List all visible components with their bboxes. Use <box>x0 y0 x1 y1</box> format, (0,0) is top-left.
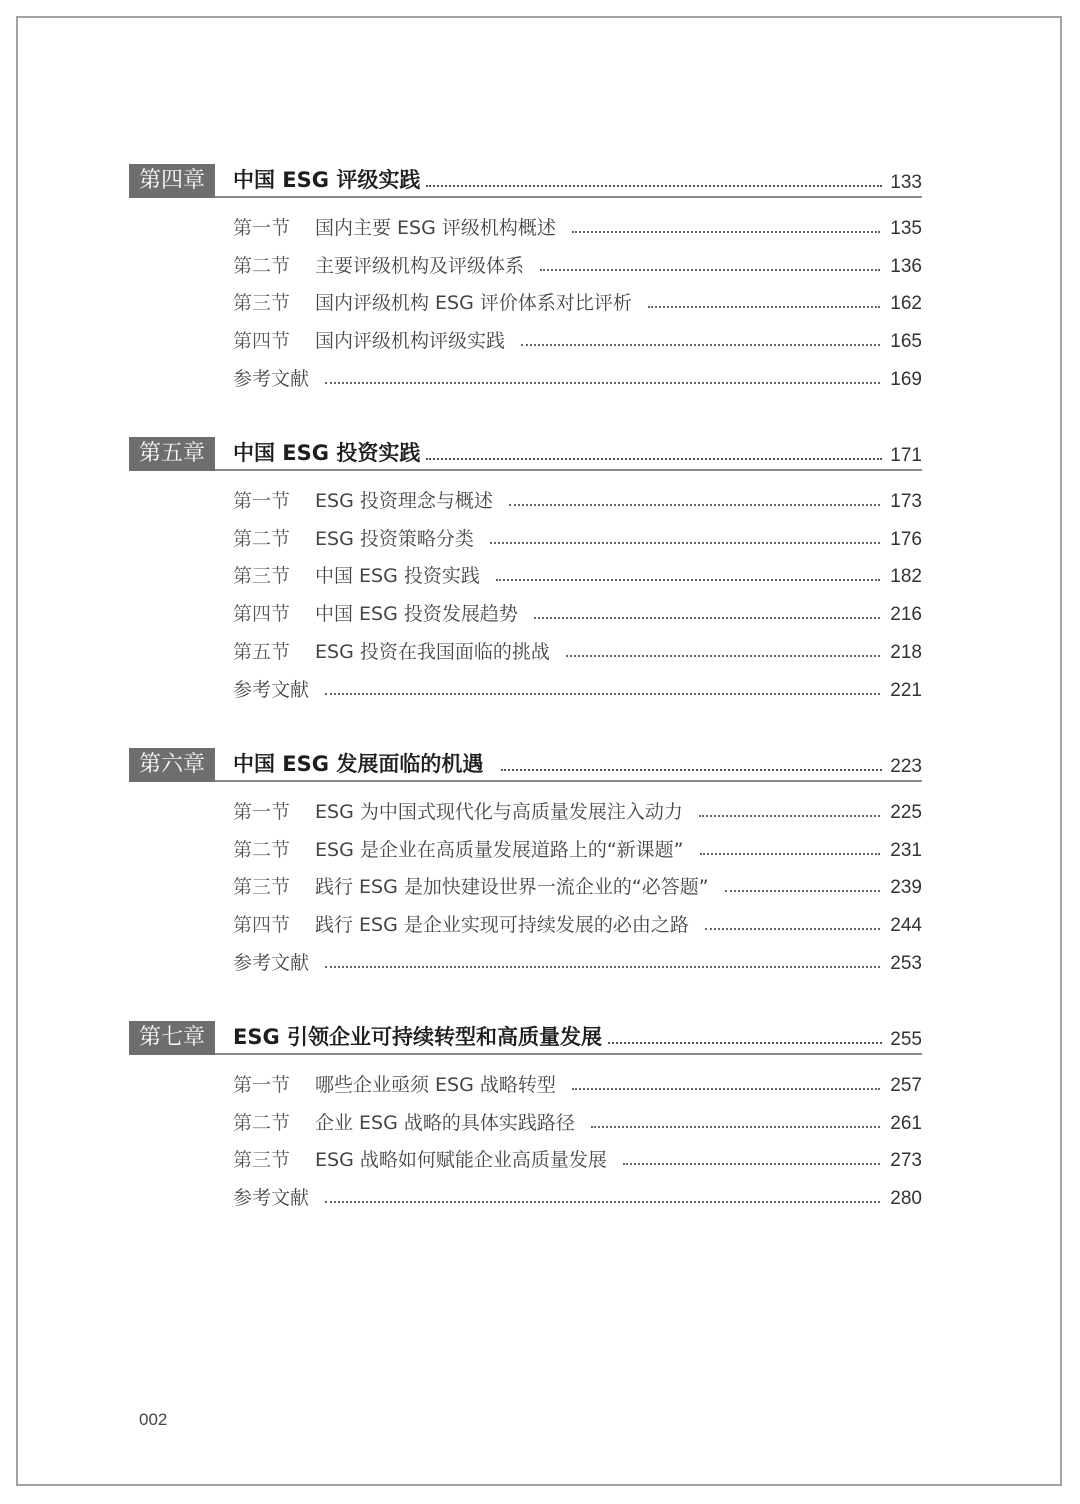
chapter-5 <box>129 437 922 702</box>
dot-leader <box>490 542 880 544</box>
dot-leader <box>725 890 881 892</box>
dot-leader <box>325 966 880 968</box>
section-number: 第三节 <box>233 1149 291 1172</box>
dot-leader <box>566 655 880 657</box>
section-title: ESG 为中国式现代化与高质量发展注入动力 <box>315 800 683 823</box>
section-title: 哪些企业亟须 ESG 战略转型 <box>315 1073 556 1096</box>
section-title: 践行 ESG 是加快建设世界一流企业的“必答题” <box>315 876 709 899</box>
chapter-title: 中国 ESG 评级实践 <box>233 168 421 192</box>
chapter-underline <box>215 780 922 782</box>
dot-leader <box>426 458 882 460</box>
chapter-label: 第六章 <box>129 748 215 782</box>
section-number: 第四节 <box>233 603 291 626</box>
section-page-number: 218 <box>890 641 922 663</box>
dot-leader <box>700 853 881 855</box>
chapter-heading[interactable] <box>129 748 922 782</box>
section-page-number: 221 <box>890 679 922 701</box>
section-title: 参考文献 <box>233 1187 310 1210</box>
chapter-label: 第七章 <box>129 1021 215 1055</box>
dot-leader <box>325 382 880 384</box>
section-number: 第四节 <box>233 914 291 937</box>
section-title: ESG 投资策略分类 <box>315 527 474 550</box>
toc-entry[interactable] <box>129 1097 922 1135</box>
dot-leader <box>572 231 880 233</box>
section-number: 第一节 <box>233 800 291 823</box>
toc-entry[interactable] <box>129 1059 922 1097</box>
dot-leader <box>325 693 880 695</box>
chapter-underline <box>215 469 922 471</box>
chapter-title: 中国 ESG 投资实践 <box>233 441 421 465</box>
chapter-heading[interactable] <box>129 1021 922 1055</box>
section-number: 第三节 <box>233 876 291 899</box>
section-list <box>129 202 922 391</box>
section-page-number: 136 <box>890 255 922 277</box>
toc-entry[interactable] <box>129 1135 922 1173</box>
toc-entry[interactable] <box>129 551 922 589</box>
section-number: 第一节 <box>233 1073 291 1096</box>
section-page-number: 176 <box>890 528 922 550</box>
section-title: ESG 投资理念与概述 <box>315 489 493 512</box>
section-page-number: 261 <box>890 1112 922 1134</box>
section-title: 国内评级机构评级实践 <box>315 330 506 353</box>
section-number: 第一节 <box>233 216 291 239</box>
toc-entry[interactable] <box>129 315 922 353</box>
section-page-number: 257 <box>890 1074 922 1096</box>
toc-entry[interactable] <box>129 475 922 513</box>
section-number: 第二节 <box>233 254 291 277</box>
page-number: 002 <box>139 1410 168 1429</box>
toc-entry[interactable] <box>129 240 922 278</box>
chapter-heading[interactable] <box>129 164 922 198</box>
section-page-number: 225 <box>890 801 922 823</box>
section-title: 主要评级机构及评级体系 <box>315 254 525 277</box>
section-title: 践行 ESG 是企业实现可持续发展的必由之路 <box>315 914 689 937</box>
chapter-label: 第五章 <box>129 437 215 471</box>
section-page-number: 182 <box>890 566 922 588</box>
chapter-page-number: 133 <box>890 172 922 193</box>
dot-leader <box>325 1201 880 1203</box>
section-title: ESG 战略如何赋能企业高质量发展 <box>315 1149 607 1172</box>
section-page-number: 169 <box>890 368 922 390</box>
toc-entry[interactable] <box>129 278 922 316</box>
dot-leader <box>496 579 880 581</box>
dot-leader <box>705 928 880 930</box>
toc-entry[interactable] <box>129 588 922 626</box>
chapter-6 <box>129 748 922 975</box>
section-number: 第一节 <box>233 489 291 512</box>
chapter-title: 中国 ESG 发展面临的机遇 <box>233 752 484 776</box>
section-page-number: 273 <box>890 1150 922 1172</box>
dot-leader <box>540 269 880 271</box>
section-list <box>129 475 922 702</box>
toc-entry[interactable] <box>129 862 922 900</box>
chapter-underline <box>215 1053 922 1055</box>
section-number: 第二节 <box>233 1111 291 1134</box>
section-number: 第二节 <box>233 838 291 861</box>
section-number: 第三节 <box>233 565 291 588</box>
chapter-title: ESG 引领企业可持续转型和高质量发展 <box>233 1025 603 1049</box>
section-title: 参考文献 <box>233 951 310 974</box>
section-title: 参考文献 <box>233 678 310 701</box>
dot-leader <box>501 769 882 771</box>
dot-leader <box>534 617 880 619</box>
dot-leader <box>623 1163 880 1165</box>
section-title: 中国 ESG 投资发展趋势 <box>315 603 518 626</box>
section-list <box>129 786 922 975</box>
chapter-label: 第四章 <box>129 164 215 198</box>
toc-entry-references[interactable] <box>129 353 922 391</box>
section-page-number: 135 <box>890 217 922 239</box>
chapter-7 <box>129 1021 922 1210</box>
chapter-page-number: 223 <box>890 756 922 777</box>
section-title: ESG 投资在我国面临的挑战 <box>315 640 550 663</box>
toc-entry[interactable] <box>129 202 922 240</box>
toc-entry[interactable] <box>129 513 922 551</box>
toc-entry-references[interactable] <box>129 664 922 702</box>
section-title: 国内主要 ESG 评级机构概述 <box>315 216 556 239</box>
chapter-page-number: 255 <box>890 1029 922 1050</box>
dot-leader <box>509 504 880 506</box>
dot-leader <box>521 344 880 346</box>
section-page-number: 173 <box>890 490 922 512</box>
dot-leader <box>591 1126 880 1128</box>
chapter-page-number: 171 <box>890 445 922 466</box>
chapter-underline <box>215 196 922 198</box>
section-title: 参考文献 <box>233 367 310 390</box>
section-page-number: 253 <box>890 952 922 974</box>
section-title: 国内评级机构 ESG 评价体系对比评析 <box>315 292 632 315</box>
section-number: 第二节 <box>233 527 291 550</box>
section-list <box>129 1059 922 1210</box>
section-page-number: 162 <box>890 293 922 315</box>
toc-entry[interactable] <box>129 786 922 824</box>
section-number: 第三节 <box>233 292 291 315</box>
toc-entry[interactable] <box>129 626 922 664</box>
toc-entry[interactable] <box>129 899 922 937</box>
toc-entry[interactable] <box>129 824 922 862</box>
dot-leader <box>608 1042 882 1044</box>
dot-leader <box>699 815 880 817</box>
section-page-number: 244 <box>890 915 922 937</box>
chapter-4 <box>129 164 922 391</box>
chapter-heading[interactable] <box>129 437 922 471</box>
section-number: 第五节 <box>233 640 291 663</box>
toc-entry-references[interactable] <box>129 1172 922 1210</box>
section-title: 中国 ESG 投资实践 <box>315 565 480 588</box>
dot-leader <box>572 1088 880 1090</box>
section-page-number: 216 <box>890 604 922 626</box>
section-page-number: 280 <box>890 1188 922 1210</box>
dot-leader <box>648 306 880 308</box>
section-title: ESG 是企业在高质量发展道路上的“新课题” <box>315 838 684 861</box>
toc-entry-references[interactable] <box>129 937 922 975</box>
section-title: 企业 ESG 战略的具体实践路径 <box>315 1111 575 1134</box>
section-page-number: 239 <box>890 877 922 899</box>
section-page-number: 165 <box>890 331 922 353</box>
section-number: 第四节 <box>233 330 291 353</box>
section-page-number: 231 <box>890 839 922 861</box>
dot-leader <box>426 185 882 187</box>
